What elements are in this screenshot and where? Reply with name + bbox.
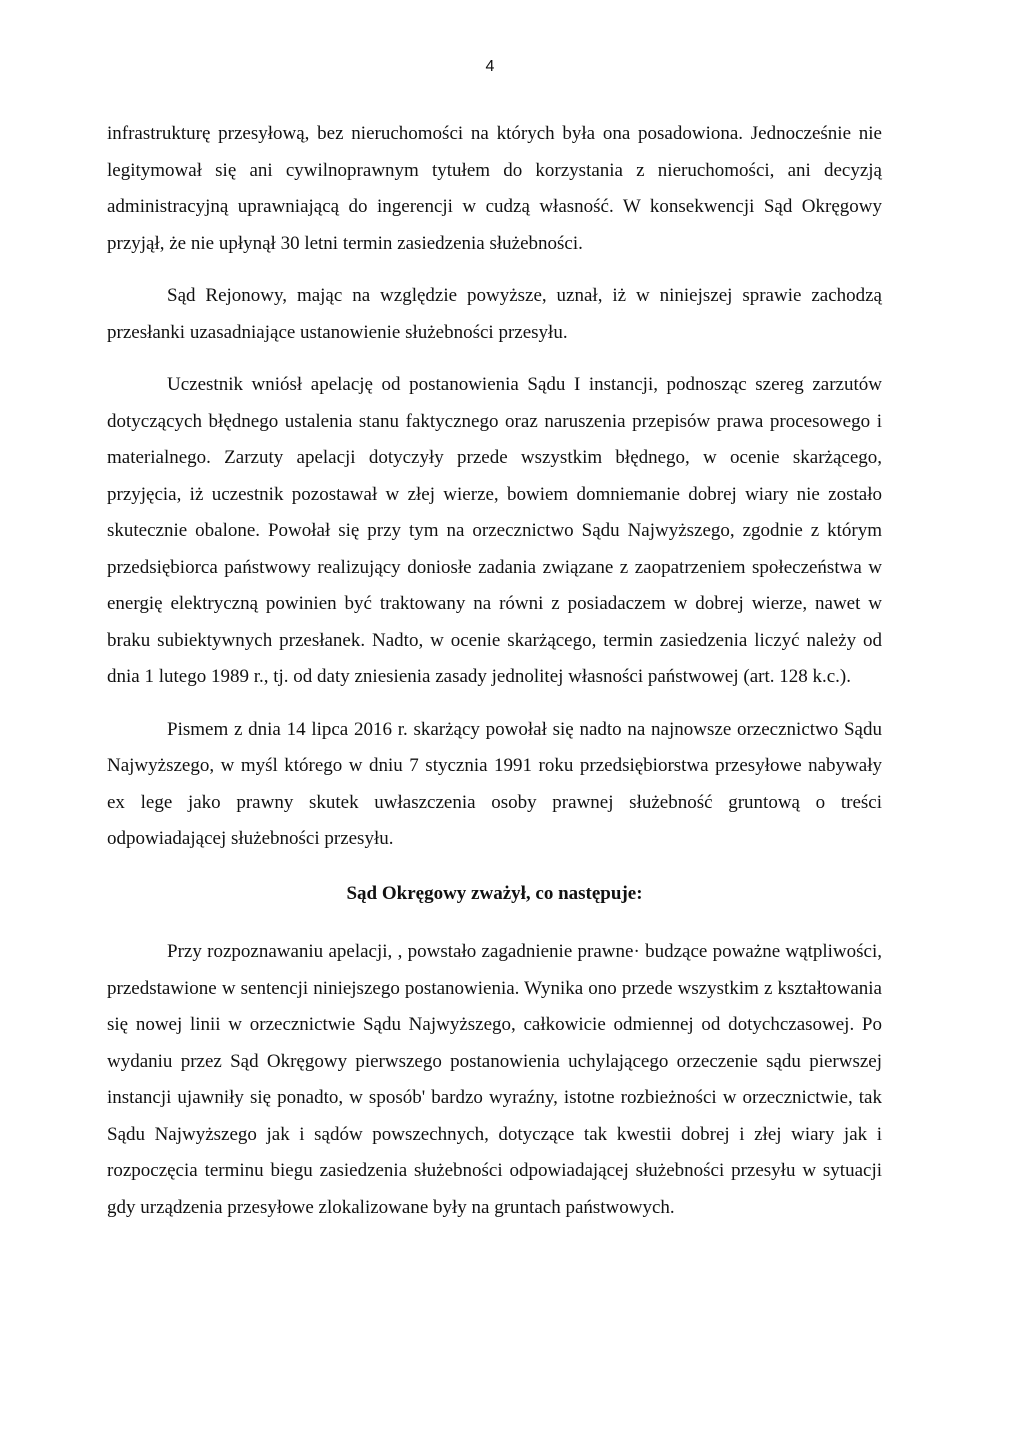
paragraph-4: Pismem z dnia 14 lipca 2016 r. skarżący powołał się nadto na najnowsze orzecznictwo Sądu Najwyższego, w myśl którego w dniu 7 stycznia 1991 roku przedsiębiorstwa przesyłowe nabywały ex lege jako prawny skutek uwłaszczenia osoby prawnej służebność gruntową o treści odpowiadającej służebności przesyłu.: [107, 718, 882, 849]
paragraph-2: Sąd Rejonowy, mając na względzie powyższe, uznał, iż w niniejszej sprawie zachodzą przesłanki uzasadniające ustanowienie służebności przesyłu.: [107, 285, 882, 343]
paragraph-5: Przy rozpoznawaniu apelacji, , powstało zagadnienie prawne· budzące poważne wątpliwości, przedstawione w sentencji niniejszego postanowienia. Wynika ono przede wszystkim z kształtowania się nowej linii w orzecznictwie Sądu Najwyższego, całkowicie odmiennej od dotychczasowej. Po wydaniu przez Sąd Okręgowy pierwszego postanowienia uchylającego orzeczenie sądu pierwszej instancji ujawniły się ponadto, w sposób' bardzo wyraźny, istotne rozbieżności w orzecznictwie, tak Sądu Najwyższego jak i sądów powszechnych, dotyczące tak kwestii dobrej i złej wiary jak i rozpoczęcia terminu biegu zasiedzenia służebności odpowiadającej służebności przesyłu w sytuacji gdy urządzenia przesyłowe zlokalizowane były na gruntach państwowych.: [107, 941, 882, 1218]
paragraph-1: infrastrukturę przesyłową, bez nieruchomości na których była ona posadowiona. Jednocześnie nie legitymował się ani cywilnoprawnym tytułem do korzystania z nieruchomości, ani decyzją administracyjną uprawniającą do ingerencji w cudzą własność. W konsekwencji Sąd Okręgowy przyjął, że nie upłynął 30 letni termin zasiedzenia służebności.: [107, 123, 882, 254]
page-number: 4: [485, 58, 495, 75]
section-heading: Sąd Okręgowy zważył, co następuje:: [346, 882, 643, 904]
paragraph-3: Uczestnik wniósł apelację od postanowienia Sądu I instancji, podnosząc szereg zarzutów dotyczących błędnego ustalenia stanu faktycznego oraz naruszenia przepisów prawa procesowego i materialnego. Zarzuty apelacji dotyczyły przede wszystkim błędnego, w ocenie skarżącego, przyjęcia, iż uczestnik pozostawał w złej wierze, bowiem domniemanie dobrej wiary nie zostało skutecznie obalone. Powołał się przy tym na orzecznictwo Sądu Najwyższego, zgodnie z którym przedsiębiorca państwowy realizujący doniosłe zadania związane z zaopatrzeniem społeczeństwa w energię elektryczną powinien być traktowany na równi z posiadaczem w dobrej wierze, nawet w braku subiektywnych przesłanek. Nadto, w ocenie skarżącego, termin zasiedzenia liczyć należy od dnia 1 lutego 1989 r., tj. od daty zniesienia zasady jednolitej własności państwowej (art. 128 k.c.).: [107, 374, 882, 687]
document-body: [107, 116, 882, 1226]
